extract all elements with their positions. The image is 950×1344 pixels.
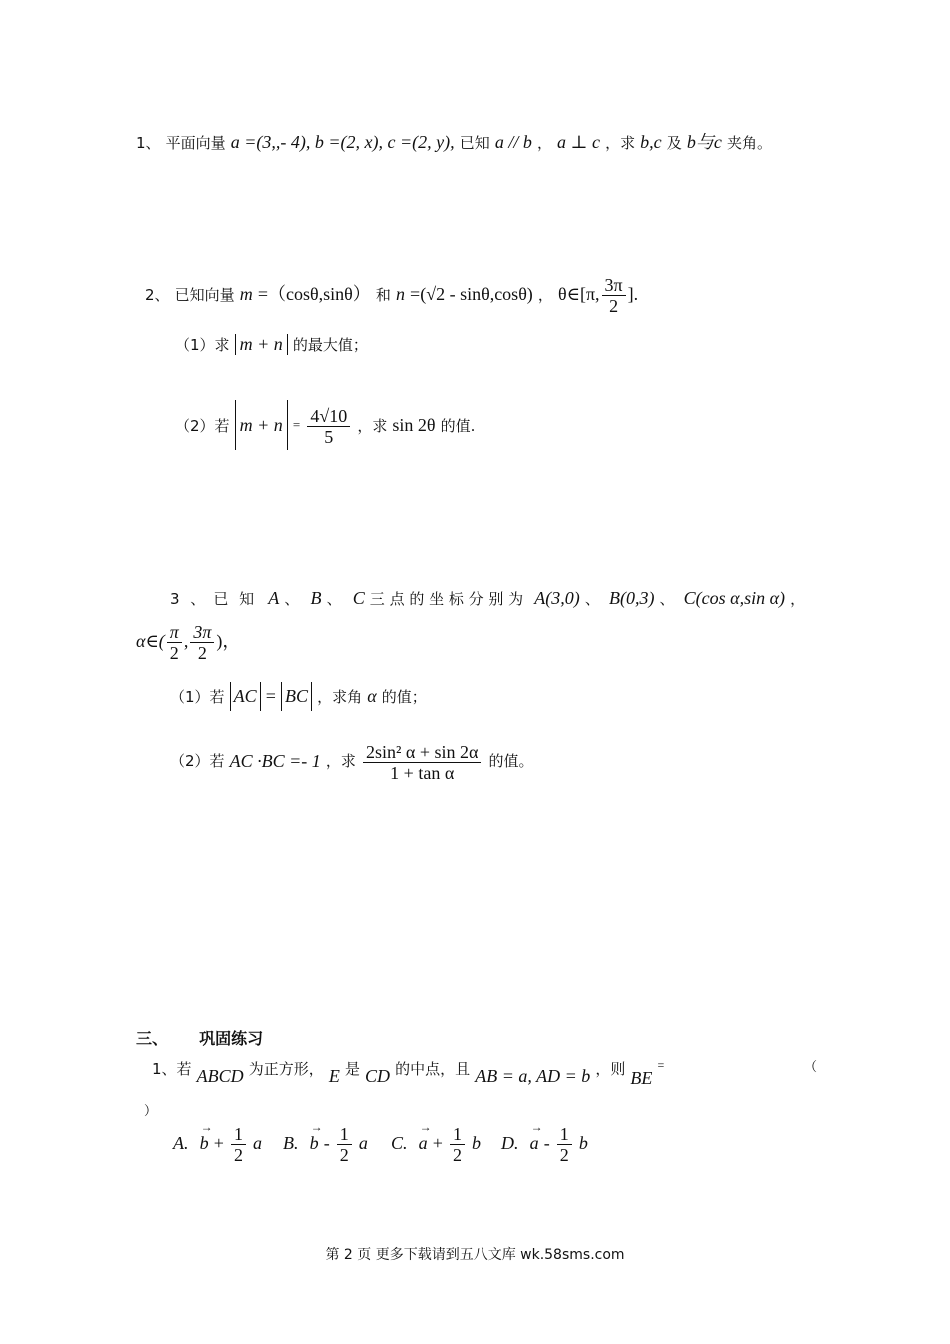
separator: 、 [284,590,300,608]
exercise-condition: AB = a, AD = b [475,1066,591,1086]
q1-text: 已知 [459,134,490,152]
q2-m-value: =（cosθ,sinθ） [257,284,371,304]
fraction-denominator: 2 [559,1145,569,1165]
part-text: 的值。 [488,752,534,770]
option-c[interactable] [391,1124,481,1165]
q1-vectors: a =(3,,- 4), b =(2, x), c =(2, y), [230,132,455,152]
answer-paren-open: （ [804,1060,818,1075]
separator: 、 [584,590,600,608]
operator: - [323,1133,330,1153]
option-b[interactable] [283,1124,368,1165]
fraction-one-half [557,1124,572,1165]
q2-part-2 [175,400,475,451]
exercise-1 [152,1058,664,1089]
point-c-coords: C(cos α,sin α) [683,588,786,608]
vector-a: a [358,1133,368,1153]
fraction-denominator: 2 [609,296,619,317]
q2-abs-m-plus-n: m + n [235,400,288,450]
alpha-range-end: )， [216,631,241,651]
separator: 、 [659,590,675,608]
q2-range [558,275,639,317]
q1-text: ，求 [605,134,636,152]
exercise-text: 为正方形， [248,1060,324,1078]
part-text: ，求角 [317,688,363,706]
operator: - [543,1133,550,1153]
page-footer: 第 2 页 更多下载请到五八文库 wk.58sms.com [325,1247,625,1263]
operator: + [213,1133,224,1153]
section-title: 巩固练习 [199,1029,264,1048]
fraction-numerator: 1 [450,1124,465,1145]
q2-number: 2、 [145,286,170,304]
part-label: （1）若 [170,688,225,706]
fraction-numerator: 3π [190,622,214,643]
option-label: D. [501,1133,519,1153]
q2-text: 已知向量 [174,286,235,304]
part-text: ，求 [325,752,356,770]
vector-be: BE [630,1068,653,1088]
q3-part-2 [170,736,534,787]
vector-b: → b [200,1133,209,1154]
q1-text: 夹角。 [726,134,772,152]
fraction-denominator: 2 [339,1145,349,1165]
q2-text: ， [537,286,553,304]
fraction-pi-over-2 [167,622,182,663]
q2-range-start: θ∈[π, [558,284,600,304]
q2-text: 和 [375,286,391,304]
fraction-numerator: 4√10 [307,406,350,427]
fraction-numerator: 2sin² α + sin 2α [363,742,481,763]
q3-part-1 [170,682,427,711]
exercise-text: 的中点，且 [395,1060,471,1078]
question-2 [145,272,638,317]
q3-dot-product: AC ·BC =- 1 [229,751,321,771]
point-c: C [352,588,365,608]
fraction-denominator: 2 [169,643,179,663]
point-e: E [328,1066,340,1086]
q2-n: n [395,284,405,304]
q2-range-fraction [602,275,626,316]
q2-n-value: =(√2 - sinθ,cosθ) [410,284,533,304]
part-text: 的值. [440,417,476,435]
option-d[interactable] [501,1124,588,1165]
section-number: 三、 [136,1029,169,1048]
exercise-text: 是 [344,1060,360,1078]
q3-expression-fraction [363,742,481,783]
q2-abs-m-plus-n: m + n [235,334,288,355]
fraction-denominator: 2 [197,643,207,663]
equals-sign: = [292,417,301,432]
equals-sign: = [657,1058,665,1072]
fraction-numerator: 1 [557,1124,572,1145]
vector-a: → a [419,1133,428,1154]
fraction-denominator: 1 + tan α [390,763,455,783]
fraction-numerator: π [167,622,182,643]
fraction-one-half [337,1124,352,1165]
q3-text: 已 知 [213,590,258,608]
vector-a: a [253,1133,263,1153]
q1-bc: b,c [640,132,662,152]
fraction-numerator: 1 [337,1124,352,1145]
part-text: 的值； [381,688,427,706]
abs-bc: BC [281,682,312,711]
fraction-numerator: 1 [231,1124,246,1145]
point-b: B [310,588,322,608]
question-1 [136,128,772,154]
q1-perpendicular: a ⊥ c [557,132,600,152]
q2-value-fraction [307,406,350,447]
q1-text: 及 [666,134,682,152]
alpha-range-start: α∈( [136,631,165,651]
fraction-one-half [231,1124,246,1165]
fraction-3pi-over-2 [190,622,214,663]
q1-number: 1、 [136,134,161,152]
q1-text: 平面向量 [165,134,226,152]
vector-b: → b [310,1133,319,1154]
option-a[interactable] [173,1124,262,1165]
point-a-coords: A(3,0) [534,588,580,608]
point-b-coords: B(0,3) [608,588,655,608]
part-text: 的最大值； [292,336,368,354]
abs-ac: AC [230,682,261,711]
vector-b: b [472,1133,482,1153]
q2-range-end: ]. [627,284,639,304]
segment-cd: CD [365,1066,391,1086]
option-label: C. [391,1133,408,1153]
option-label: B. [283,1133,299,1153]
fraction-numerator: 3π [602,275,626,296]
part-label: （2）若 [170,752,225,770]
point-a: A [268,588,280,608]
part-label: （1）求 [175,336,230,354]
q3-text: 三 点 的 坐 标 分 别 为 [369,590,524,608]
q1-parallel: a // b [494,132,532,152]
alpha-symbol: α [367,686,377,706]
q2-m: m [239,284,253,304]
question-3 [170,578,805,619]
section-heading [136,1026,263,1049]
answer-paren-close: ） [144,1104,158,1119]
equals-sign: = [265,686,276,706]
q2-part-1 [175,334,368,355]
vector-b: b [578,1133,588,1153]
separator: ， [790,590,806,608]
q2-sin2theta: sin 2θ [392,415,436,435]
fraction-denominator: 5 [324,427,334,447]
separator: 、 [326,590,342,608]
q3-number: 3 、 [170,590,209,608]
q3-alpha-range: α∈( $\frac{\pi}{2}$ , $\frac{3\pi}{2}$ )， [136,622,241,663]
option-label: A. [173,1133,189,1153]
fraction-one-half [450,1124,465,1165]
vector-a: → a [530,1133,539,1154]
q1-text: ， [536,134,552,152]
fraction-denominator: 2 [452,1145,462,1165]
q1-b-and-c: b与c [686,132,722,152]
fraction-denominator: 2 [233,1145,243,1165]
exercise-number: 1、若 [152,1060,192,1078]
part-text: ，求 [357,417,388,435]
exercise-text: ，则 [595,1060,626,1078]
operator: + [432,1133,443,1153]
square-abcd: ABCD [196,1066,244,1086]
part-label: （2）若 [175,417,230,435]
